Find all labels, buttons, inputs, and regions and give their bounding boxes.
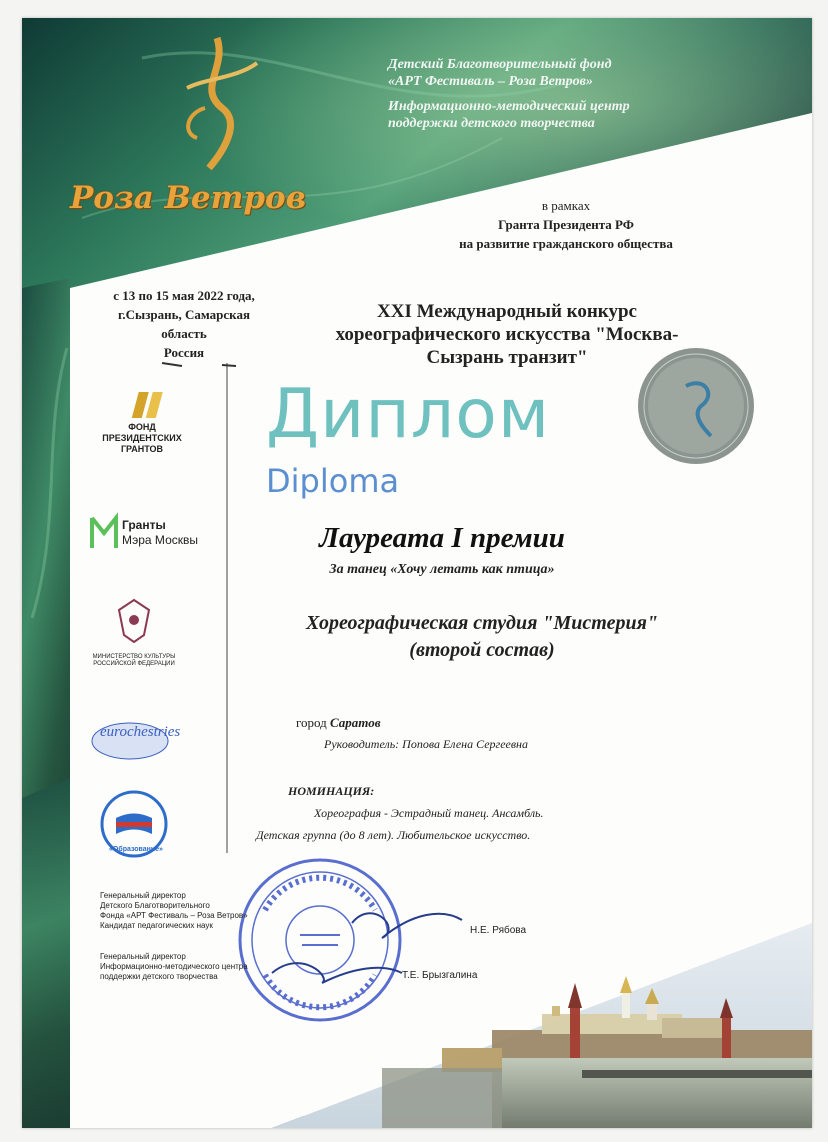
mayor-line2: Мэра Москвы bbox=[122, 533, 198, 547]
organizer-center-line1: Информационно-методический центр bbox=[388, 99, 630, 114]
event-date-location bbox=[84, 286, 284, 362]
director-line2: Детского Благотворительного bbox=[100, 901, 210, 910]
grant-line1: в рамках bbox=[541, 198, 591, 213]
city-line bbox=[296, 715, 381, 731]
organizer-center bbox=[388, 98, 698, 132]
director-name: Н.Е. Рябова bbox=[470, 925, 527, 936]
award-dance: За танец «Хочу летать как птица» bbox=[329, 562, 555, 577]
studio-name-line1: Хореографическая студия "Мистерия" bbox=[306, 612, 658, 634]
organizer-center-line2: поддержки детского творчества bbox=[388, 116, 595, 131]
city-label: город bbox=[296, 715, 327, 730]
culture-ministry-logo bbox=[84, 654, 184, 668]
signature-center-title bbox=[100, 952, 248, 982]
fpg-line2: ПРЕЗИДЕНТСКИХ bbox=[102, 433, 182, 443]
studio-name-line2: (второй состав) bbox=[409, 639, 555, 661]
grant-line2: Гранта Президента РФ bbox=[498, 217, 634, 232]
grant-line3: на развитие гражданского общества bbox=[459, 236, 673, 251]
city-value: Саратов bbox=[330, 715, 381, 730]
signature-director-title bbox=[100, 891, 248, 931]
organizer-fund-line1: Детский Благотворительный фонд bbox=[388, 57, 612, 72]
center-line1: Генеральный директор bbox=[100, 952, 186, 961]
event-date: с 13 по 15 мая 2022 года, bbox=[113, 288, 255, 303]
award-title: Лауреата I премии bbox=[319, 522, 565, 554]
studio-name bbox=[222, 610, 742, 664]
contest-title-line1: XXI Международный конкурс bbox=[377, 301, 637, 322]
event-region: область bbox=[161, 326, 207, 341]
event-city: г.Сызрань, Самарская bbox=[117, 307, 251, 322]
grant-block bbox=[406, 196, 726, 253]
logo-wordmark: Роза Ветров bbox=[70, 180, 307, 216]
fpg-line1: ФОНД bbox=[128, 422, 156, 432]
mayor-line1: Гранты bbox=[122, 518, 166, 532]
edu-wordmark: «Образование» bbox=[109, 846, 163, 853]
diploma-title-en: Diploma bbox=[266, 462, 400, 500]
diploma-title-ru: Диплом bbox=[266, 375, 551, 454]
center-line3: поддержки детского творчества bbox=[100, 972, 218, 981]
eurochestries-wordmark: eurochestries bbox=[100, 724, 181, 740]
nomination-label: НОМИНАЦИЯ: bbox=[288, 784, 375, 798]
organizer-fund-line2: «АРТ Фестиваль – Роза Ветров» bbox=[388, 74, 593, 89]
contest-title-line3: Сызрань транзит" bbox=[426, 347, 588, 368]
center-name: Т.Е. Брызгалина bbox=[402, 970, 478, 981]
event-country: Россия bbox=[163, 345, 205, 360]
director-line3: Фонда «АРТ Фестиваль – Роза Ветров» bbox=[100, 911, 248, 920]
leader-label: Руководитель: bbox=[324, 737, 400, 751]
contest-title-line2: хореографического искусства "Москва- bbox=[335, 324, 679, 345]
diploma-sheet bbox=[22, 18, 812, 1128]
director-line1: Генеральный директор bbox=[100, 891, 186, 900]
organizer-fund bbox=[388, 56, 688, 90]
culture-line2: РОССИЙСКОЙ ФЕДЕРАЦИИ bbox=[93, 661, 175, 667]
fpg-line3: ГРАНТОВ bbox=[120, 444, 164, 454]
nomination-line2: Детская группа (до 8 лет). Любительское искусство. bbox=[256, 828, 531, 842]
culture-line1: МИНИСТЕРСТВО КУЛЬТУРЫ bbox=[92, 654, 176, 660]
fpg-logo bbox=[82, 422, 202, 455]
contest-title bbox=[287, 300, 727, 369]
leader-line bbox=[324, 737, 528, 752]
center-line2: Информационно-методического центра bbox=[100, 962, 248, 971]
director-line4: Кандидат педагогических наук bbox=[100, 921, 213, 930]
mayor-grants-logo bbox=[122, 518, 198, 548]
leader-value: Попова Елена Сергеевна bbox=[402, 737, 529, 751]
nomination-line1: Хореография - Эстрадный танец. Ансамбль. bbox=[314, 806, 544, 820]
